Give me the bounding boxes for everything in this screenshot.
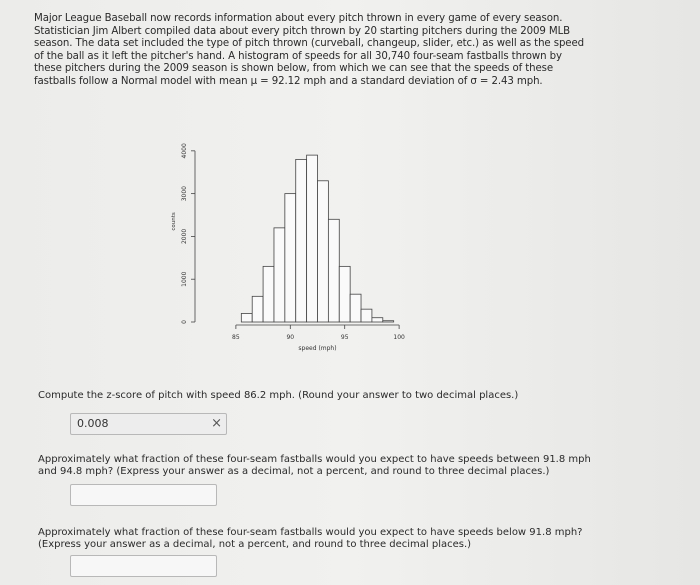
incorrect-icon: × [211, 416, 222, 431]
intro-line: season. The data set included the type of pitch thrown (curveball, changeup, slider, etc.) as well as the speed [34, 38, 585, 50]
y-tick-label: 4000 [181, 143, 188, 159]
histogram-bar [328, 219, 339, 322]
z-score-answer-field[interactable] [70, 413, 227, 435]
y-tick-label: 2000 [181, 228, 188, 245]
z-score-answer-value: 0.008 [77, 417, 109, 430]
x-tick-label: 95 [340, 334, 349, 341]
intro-line: these pitchers during the 2009 season is shown below, from which we can see that the speeds of these [34, 63, 554, 75]
histogram-bar [383, 321, 394, 322]
fraction-below-answer-field[interactable] [70, 555, 217, 577]
histogram-bar [252, 296, 263, 322]
histogram-bar [361, 309, 372, 322]
histogram-bar [274, 228, 285, 322]
histogram-bar [285, 194, 296, 322]
histogram-bar [318, 181, 329, 322]
x-tick-label: 90 [286, 334, 295, 341]
intro-line: Statistician Jim Albert compiled data about every pitch thrown by 20 starting pitchers during the 2009 MLB [34, 25, 571, 37]
y-axis-label: counts [171, 212, 177, 231]
intro-line: of the ball as it left the pitcher's hand. A histogram of speeds for all 30,740 four-seam fastballs thrown by [34, 50, 562, 62]
question-2-line1: Approximately what fraction of these four-seam fastballs would you expect to have speeds between 91.8 mph [38, 454, 591, 465]
x-tick-label: 85 [232, 334, 240, 341]
histogram-bar [307, 155, 318, 322]
histogram-bar [372, 318, 383, 322]
problem-intro [34, 13, 585, 89]
question-2-line2: and 94.8 mph? (Express your answer as a decimal, not a percent, and round to three decimal places.) [38, 466, 550, 477]
y-tick-label: 0 [181, 320, 188, 324]
histogram-bar [350, 294, 361, 322]
speed-histogram [165, 130, 415, 360]
x-axis-label: speed (mph) [298, 345, 337, 352]
histogram-bar [241, 313, 252, 322]
question-3-line2: (Express your answer as a decimal, not a percent, and round to three decimal places.) [38, 539, 472, 550]
question-1-text: Compute the z-score of pitch with speed 86.2 mph. (Round your answer to two decimal places.) [38, 390, 519, 401]
fraction-between-answer-field[interactable] [70, 484, 217, 506]
intro-line: fastballs follow a Normal model with mean μ = 92.12 mph and a standard deviation of σ = 2.43 mph. [34, 75, 543, 87]
x-tick-label: 100 [393, 334, 405, 341]
histogram-bar [296, 159, 307, 322]
intro-line: Major League Baseball now records information about every pitch thrown in every game of every season. [34, 13, 563, 24]
y-tick-label: 3000 [181, 185, 188, 202]
histogram-bar [263, 266, 274, 322]
question-3-line1: Approximately what fraction of these four-seam fastballs would you expect to have speeds below 91.8 mph? [38, 527, 583, 538]
histogram-bar [339, 266, 350, 322]
y-tick-label: 1000 [181, 271, 188, 287]
